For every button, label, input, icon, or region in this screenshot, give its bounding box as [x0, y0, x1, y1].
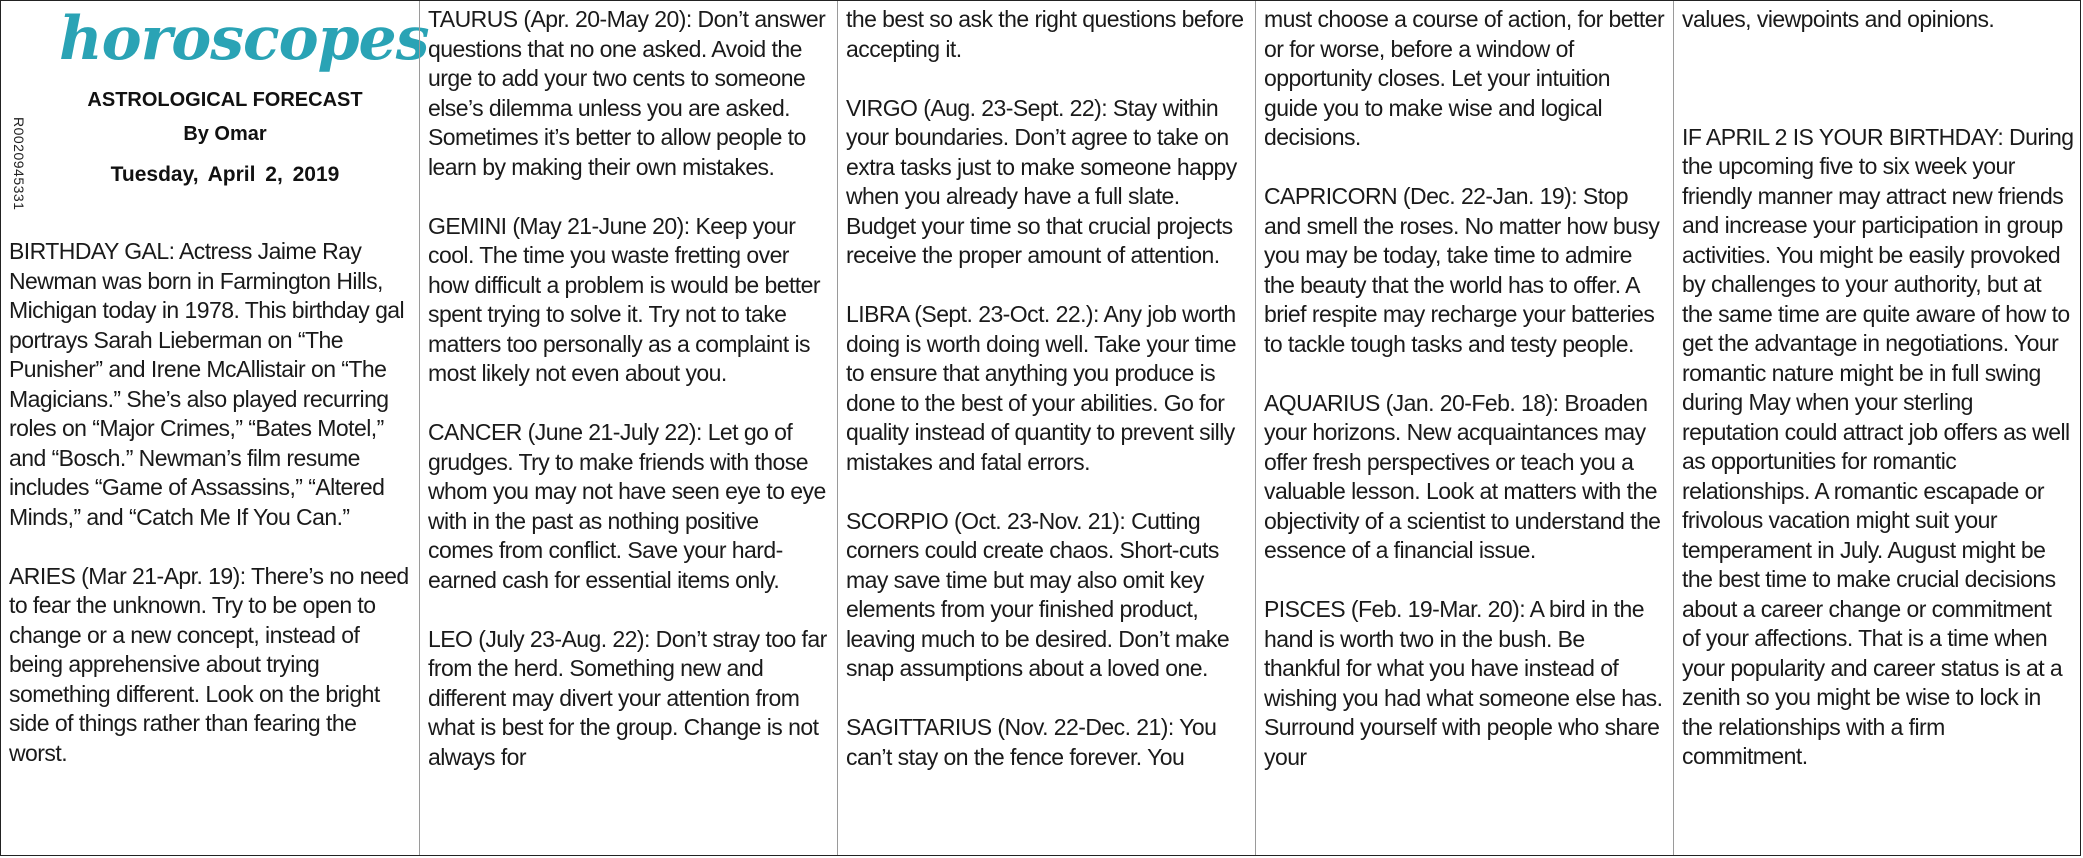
vertical-code: R0020945331	[11, 117, 27, 211]
section-subtitle: ASTROLOGICAL FORECAST	[87, 89, 363, 111]
column-4	[1255, 1, 1673, 855]
sagittarius-continued-paragraph: must choose a course of action, for better or for worse, before a window of opportunity closes. Let your intuition guide you to make wise and logical decisions.	[1264, 6, 1665, 150]
horoscopes-logo: horoscopes	[59, 4, 429, 74]
aquarius-paragraph: AQUARIUS (Jan. 20-Feb. 18): Broaden your horizons. New acquaintances may offer fresh perspectives or teach you a valuable lesson. Look at matters with the objectivity of a scientist to understand the essence of a financial issue.	[1264, 389, 1661, 563]
leo-continued-paragraph: the best so ask the right questions before accepting it.	[846, 6, 1244, 62]
pisces-paragraph: PISCES (Feb. 19-Mar. 20): A bird in the hand is worth two in the bush. Be thankful for what you have instead of wishing you had what someone else has. Surround yourself with people who share your	[1264, 596, 1663, 770]
pisces-continued-paragraph: values, viewpoints and opinions.	[1682, 6, 1995, 32]
gemini-paragraph: GEMINI (May 21-June 20): Keep your cool. The time you waste fretting over how difficult a problem is would be better spent trying to solve it. Try not to take matters too personally as a complaint is most likely not even about you.	[428, 212, 820, 386]
column-2	[419, 1, 837, 855]
cancer-paragraph: CANCER (June 21-July 22): Let go of grudges. Try to make friends with those whom you may not have seen eye to eye with in the past as nothing positive comes from conflict. Save your hard-earned cash for essential items only.	[428, 419, 826, 593]
column-3	[837, 1, 1255, 855]
masthead	[9, 4, 429, 237]
capricorn-paragraph: CAPRICORN (Dec. 22-Jan. 19): Stop and smell the roses. No matter how busy you may be today, take time to admire the beauty that the world has to offer. A brief respite may recharge your batteries to tackle tough tasks and testy people.	[1264, 183, 1660, 357]
leo-paragraph: LEO (July 23-Aug. 22): Don’t stray too far from the herd. Something new and different may divert your attention from what is best for the group. Change is not always for	[428, 625, 827, 770]
byline: By Omar	[183, 123, 267, 145]
taurus-paragraph: TAURUS (Apr. 20-May 20): Don’t answer questions that no one asked. Avoid the urge to add your two cents to someone else’s dilemma unless you are asked. Sometimes it’s better to allow people to learn by making their own mistakes.	[428, 6, 826, 180]
birthday-forecast-paragraph: IF APRIL 2 IS YOUR BIRTHDAY: During the upcoming five to six week your friendly manner may attract new friends and increase your participation in group activities. You might be easily provoked by challenges to your authority, but at the same time are quite aware of how to get the advantage in negotiations. Your romantic nature might be in full swing during May when your sterling reputation could attract job offers as well as opportunities for romantic relationships. A romantic escapade or frivolous vacation might suit your temperament in July. August might be the best time to make crucial decisions about a career change or commitment of your affections. That is a time when your popularity and career status is at a zenith so you might be wise to lock in the relationships with a firm commitment.	[1682, 123, 2074, 769]
scorpio-paragraph: SCORPIO (Oct. 23-Nov. 21): Cutting corners could create chaos. Short-cuts may save time but may also omit key elements from your finished product, leaving much to be desired. Don’t make snap assumptions about a loved one.	[846, 507, 1230, 681]
virgo-paragraph: VIRGO (Aug. 23-Sept. 22): Stay within your boundaries. Don’t agree to take on extra tasks just to make someone happy when you already have a full slate. Budget your time so that crucial projects receive the proper amount of attention.	[846, 94, 1237, 268]
birthday-paragraph: BIRTHDAY GAL: Actress Jaime Ray Newman was born in Farmington Hills, Michigan today in 1978. This birthday gal portrays Sarah Lieberman on “The Punisher” and Irene McAllistair on “The Magicians.” She’s also played recurring roles on “Major Crimes,” “Bates Motel,” and “Bosch.” Newman’s film resume includes “Game of Assassins,” “Altered Minds,” and “Catch Me If You Can.”	[9, 238, 405, 530]
aries-paragraph: ARIES (Mar 21-Apr. 19): There’s no need to fear the unknown. Try to be open to change or a new concept, instead of being apprehensive about trying something different. Look on the bright side of things rather than fearing the worst.	[9, 562, 409, 766]
publication-date: Tuesday, April 2, 2019	[110, 163, 340, 186]
libra-paragraph: LIBRA (Sept. 23-Oct. 22.): Any job worth doing is worth doing well. Take your time to ensure that anything you produce is done to the best of your abilities. Go for quality instead of quantity to prevent silly mistakes and fatal errors.	[846, 301, 1236, 475]
sagittarius-paragraph: SAGITTARIUS (Nov. 22-Dec. 21): You can’t stay on the fence forever. You	[846, 714, 1217, 770]
column-1	[1, 1, 429, 855]
column-5	[1673, 1, 2082, 855]
